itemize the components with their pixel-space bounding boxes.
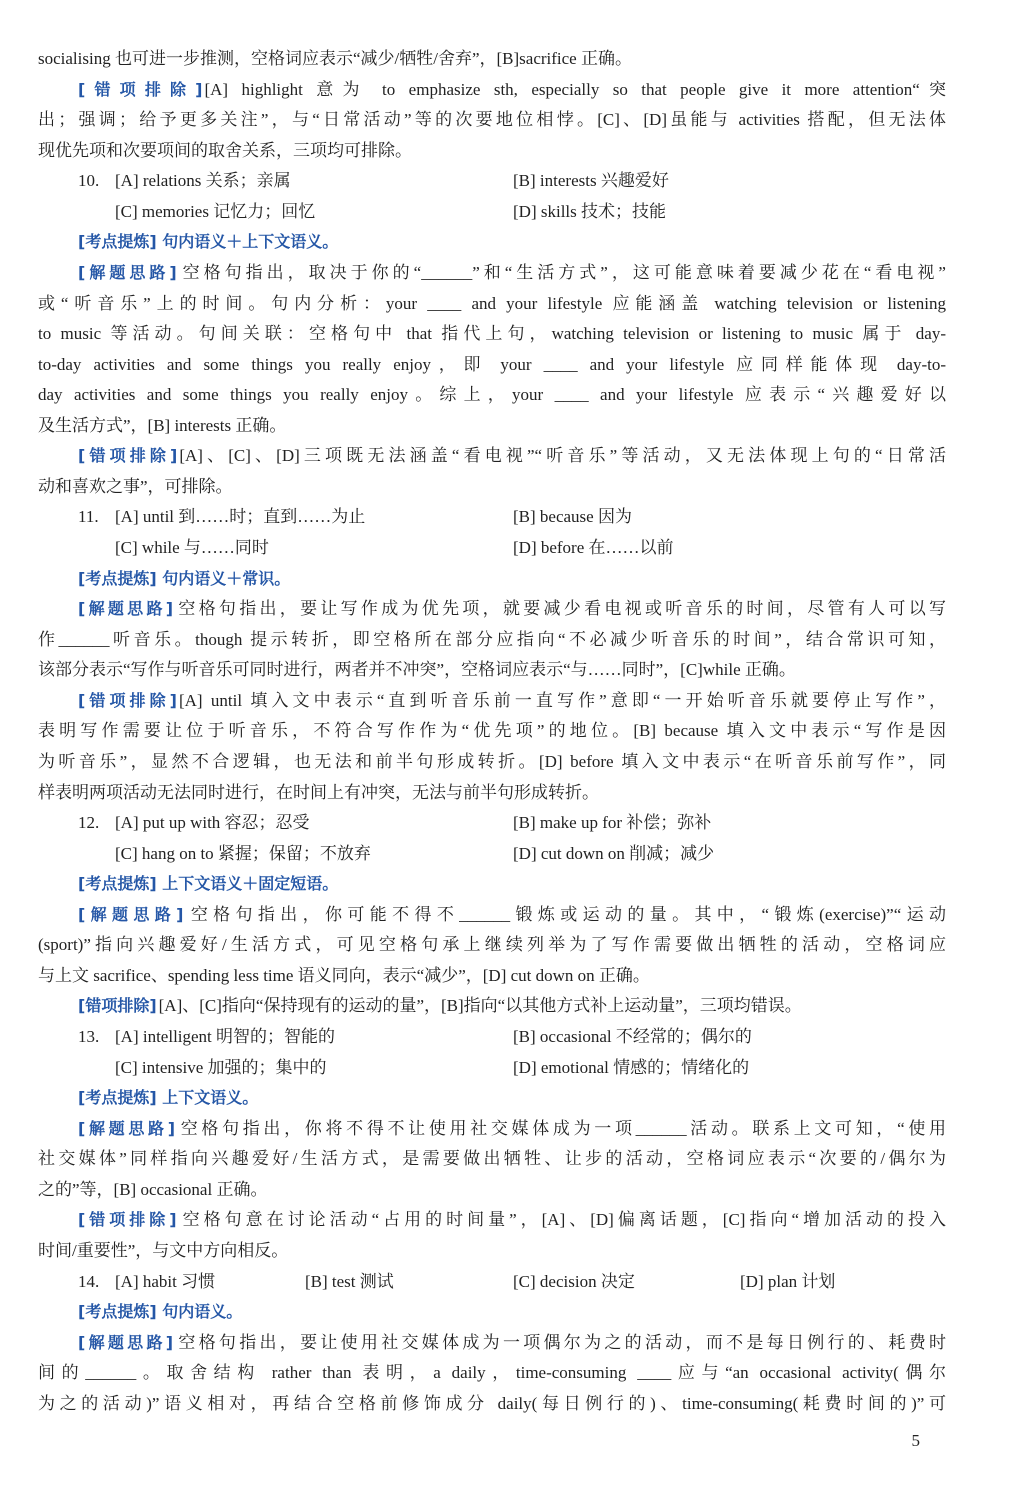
section-label: [考点提炼] 句内语义。 (78, 1302, 243, 1322)
option-row (38, 1267, 946, 1298)
text-line (38, 1144, 946, 1175)
paragraph-text: day activities and some things you really enjoy。综上，your ____ and your lifestyle 应表示“兴趣爱好以 (38, 385, 946, 405)
paragraph-text: 间的______。取舍结构 rather than 表明，a daily，time-consuming ____应与“an occasional activity(偶尔 (38, 1363, 946, 1383)
text-line (38, 930, 946, 961)
answer-option: [A] put up with 容忍；忍受 (115, 813, 310, 833)
paragraph-text: 时间/重要性”，与文中方向相反。 (38, 1240, 289, 1260)
option-row (38, 1053, 946, 1084)
paragraph-text: socialising 也可进一步推测，空格词应表示“减少/牺牲/舍弃”，[B]sacrifice 正确。 (38, 49, 632, 68)
paragraph-text: 社交媒体”同样指向兴趣爱好/生活方式，是需要做出牺牲、让步的活动，空格词应表示“次要的/偶尔为 (38, 1149, 946, 1169)
answer-option: [B] because 因为 (513, 507, 632, 527)
paragraph-text: 出；强调；给予更多关注”，与“日常活动”等的次要地位相悖。[C]、[D]虽能与 activities 搭配，但无法体 (38, 110, 946, 130)
text-line (38, 105, 946, 136)
answer-option: [A] until 到……时；直到……为止 (115, 507, 366, 527)
paragraph-text: 及生活方式”，[B] interests 正确。 (38, 415, 287, 435)
answer-option: [D] emotional 情感的；情绪化的 (513, 1057, 750, 1077)
text-line (38, 441, 946, 472)
option-row (38, 839, 946, 870)
text-line (38, 747, 946, 778)
answer-option: [C] while 与……同时 (115, 538, 269, 557)
option-spacer (78, 1053, 115, 1084)
answer-option: [A] habit 习惯 (115, 1271, 216, 1291)
paragraph-text: [A] until 填入文中表示“直到听音乐前一直写作”意即“一开始听音乐就要停止写作”， (178, 690, 946, 710)
text-line (38, 1205, 946, 1236)
paragraph-text: 为之的活动)”语义相对，再结合空格前修饰成分 daily(每日例行的)、time-consuming(耗费时间的)”可 (38, 1393, 946, 1413)
text-line (38, 778, 946, 809)
question-number: 11. (78, 507, 99, 527)
answer-option: [D] skills 技术；技能 (513, 201, 666, 221)
section-label: [错项排除] (78, 79, 203, 99)
section-label: [解题思路] (78, 262, 177, 282)
answer-option: [B] interests 兴趣爱好 (513, 171, 669, 191)
question-number: 14. (78, 1271, 100, 1291)
answer-option: [C] memories 记忆力；回忆 (115, 201, 316, 221)
text-line (38, 594, 946, 625)
paragraph-text: 或“听音乐”上的时间。句内分析：your ____ and your lifestyle 应能涵盖 watching television or listening (38, 293, 946, 313)
answer-option: [A] intelligent 明智的；智能的 (115, 1027, 336, 1046)
question-number: 10. (78, 171, 100, 191)
paragraph-text: 之的”等，[B] occasional 正确。 (38, 1179, 268, 1199)
text-line (38, 1358, 946, 1389)
text-line (38, 472, 946, 503)
paragraph-text: [A] highlight 意为 to emphasize sth, especially so that people give it more attention“突 (204, 79, 946, 99)
option-row (38, 1022, 946, 1053)
paragraph-text: [A]、[C]、[D]三项既无法涵盖“看电视”“听音乐”等活动，又无法体现上句的“日常活 (179, 446, 946, 466)
section-label: [错项排除] (78, 996, 157, 1016)
text-line (38, 869, 946, 900)
answer-option: [D] before 在……以前 (513, 538, 674, 557)
paragraph-text: 动和喜欢之事”，可排除。 (38, 476, 233, 496)
paragraph-text: 该部分表示“写作与听音乐可同时进行，两者并不冲突”，空格词应表示“与……同时”，[C]while 正确。 (38, 660, 796, 680)
text-line (38, 319, 946, 350)
paragraph-text: 空格句指出，取决于你的“______”和“生活方式”，这可能意味着要减少花在“看电视” (178, 262, 946, 282)
paragraph-text: 空格句指出，你可能不得不______锻炼或运动的量。其中，“锻炼(exercise)”“运动 (185, 904, 946, 924)
paragraph-text: [A]、[C]指向“保持现有的运动的量”，[B]指向“以其他方式补上运动量”，三项均错误。 (158, 996, 802, 1016)
answer-option: [D] plan 计划 (740, 1271, 836, 1291)
text-line (38, 991, 946, 1022)
answer-option: [D] cut down on 削减；减少 (513, 843, 715, 863)
page-number: 5 (911, 1431, 920, 1451)
paragraph-text: 空格句指出，你将不得不让使用社交媒体成为一项______活动。联系上文可知，“使用 (177, 1118, 946, 1138)
paragraph-text: 与上文 sacrifice、spending less time 语义同向，表示“减少”，[D] cut down on 正确。 (38, 965, 650, 985)
paragraph-text: 样表明两项活动无法同时进行，在时间上有冲突，无法与前半句形成转折。 (38, 782, 599, 802)
paragraph-text: 现优先项和次要项间的取舍关系，三项均可排除。 (38, 140, 412, 160)
section-label: [解题思路] (78, 1118, 176, 1138)
answer-option: [C] hang on to 紧握；保留；不放弃 (115, 843, 371, 863)
paragraph-text: 空格句指出，要让使用社交媒体成为一项偶尔为之的活动，而不是每日例行的、耗费时 (175, 1332, 946, 1352)
option-spacer (78, 839, 115, 870)
section-label: [错项排除] (78, 1210, 177, 1230)
section-label: [解题思路] (78, 1332, 174, 1352)
option-spacer (78, 197, 115, 228)
question-number: 13. (78, 1027, 100, 1046)
text-line (38, 136, 946, 167)
answer-option: [B] occasional 不经常的；偶尔的 (513, 1027, 752, 1046)
paragraph-text: to music 等活动。句间关联：空格句中 that 指代上句，watching television or listening to music 属于 day- (38, 324, 946, 344)
section-label: [考点提炼] 上下文语义。 (78, 1088, 259, 1108)
text-line (38, 1297, 946, 1328)
option-row (38, 502, 946, 533)
section-label: [考点提炼] 上下文语义＋固定短语。 (78, 874, 339, 894)
option-row (38, 166, 946, 197)
paragraph-text: 表明写作需要让位于听音乐，不符合写作作为“优先项”的地位。[B] because 填入文中表示“写作是因 (38, 721, 946, 741)
text-line (38, 961, 946, 992)
text-line (38, 564, 946, 595)
paragraph-text: 空格句意在讨论活动“占用的时间量”，[A]、[D]偏离话题，[C]指向“增加活动的投入 (178, 1210, 946, 1230)
answer-option: [B] test 测试 (305, 1271, 394, 1291)
text-line (38, 350, 946, 381)
text-line (38, 1236, 946, 1267)
text-line (38, 1389, 946, 1420)
section-label: [错项排除] (78, 446, 178, 466)
text-line (38, 380, 946, 411)
answer-option: [B] make up for 补偿；弥补 (513, 813, 712, 833)
option-row (38, 808, 946, 839)
option-row (38, 197, 946, 228)
option-row (38, 533, 946, 564)
text-line (38, 1083, 946, 1114)
text-line (38, 686, 946, 717)
paragraph-text: to-day activities and some things you really enjoy，即 your ____ and your lifestyle 应同样能体现 day-to- (38, 354, 946, 374)
text-line (38, 625, 946, 656)
paragraph-text: 为听音乐”，显然不合逻辑，也无法和前半句形成转折。[D] before 填入文中表示“在听音乐前写作”，同 (38, 751, 946, 771)
text-line (38, 655, 946, 686)
paragraph-text: 作______听音乐。though 提示转折，即空格所在部分应指向“不必减少听音乐的时间”，结合常识可知， (38, 629, 946, 649)
section-label: [错项排除] (78, 690, 177, 710)
text-line (38, 411, 946, 442)
text-line (38, 44, 946, 75)
paragraph-text: 空格句指出，要让写作成为优先项，就要减少看电视或听音乐的时间，尽管有人可以写 (175, 599, 946, 619)
text-line (38, 1114, 946, 1145)
option-spacer (78, 533, 115, 564)
paragraph-text: (sport)”指向兴趣爱好/生活方式，可见空格句承上继续列举为了写作需要做出牺牲的活动，空格词应 (38, 935, 946, 955)
text-line (38, 1175, 946, 1206)
question-number: 12. (78, 813, 100, 833)
section-label: [解题思路] (78, 904, 184, 924)
section-label: [考点提炼] 句内语义＋上下文语义。 (78, 232, 339, 252)
text-line (38, 1328, 946, 1359)
text-line (38, 75, 946, 106)
section-label: [考点提炼] 句内语义＋常识。 (78, 568, 291, 588)
text-line (38, 900, 946, 931)
answer-option: [C] intensive 加强的；集中的 (115, 1057, 327, 1077)
text-line (38, 716, 946, 747)
section-label: [解题思路] (78, 599, 174, 619)
document-page (38, 0, 946, 1419)
text-line (38, 289, 946, 320)
text-line (38, 227, 946, 258)
answer-option: [C] decision 决定 (513, 1271, 635, 1291)
answer-option: [A] relations 关系；亲属 (115, 171, 291, 191)
text-line (38, 258, 946, 289)
